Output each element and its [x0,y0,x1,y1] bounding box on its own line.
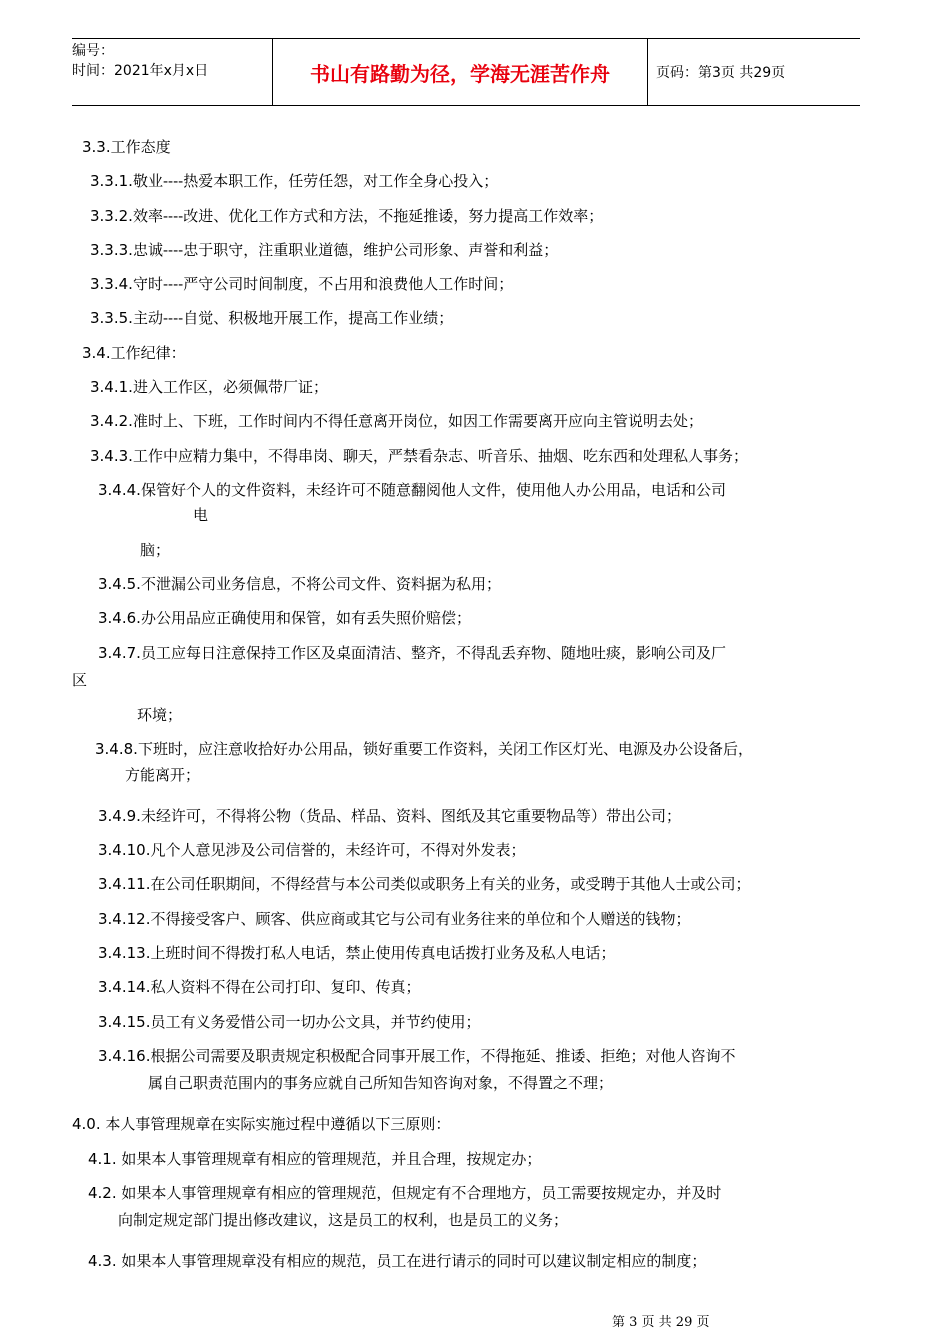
clause-number: 3.4.9. [98,807,141,825]
page-header [72,38,860,106]
clause-text: 环境； [137,706,183,724]
clause-text: 如果本人事管理规章有相应的管理规范，但规定有不合理地方，员工需要按规定办，并及时 [116,1184,722,1202]
body-line [90,206,603,226]
body-line [82,137,171,157]
clause-number: 3.3. [82,138,111,156]
body-line [140,540,170,560]
clause-number: 3.4.15. [98,1013,151,1031]
body-line [88,1251,706,1271]
clause-number: 3.4.14. [98,978,151,996]
body-line [98,943,616,963]
header-motto: 书山有路勤为径，学海无涯苦作舟 [272,39,648,105]
page-footer: 第 3 页 共 29 页 [612,1315,710,1330]
clause-text: 办公用品应正确使用和保管，如有丢失照价赔偿； [140,609,471,627]
clause-number: 3.4.2. [90,412,133,430]
clause-text: 私人资料不得在公司打印、复印、传真； [150,978,421,996]
clause-text: 电 [193,506,209,524]
clause-number: 3.4.16. [98,1047,151,1065]
clause-text: 保管好个人的文件资料，未经许可不随意翻阅他人文件，使用他人办公用品，电话和公司 [140,481,726,499]
clause-number: 3.4.3. [90,447,133,465]
clause-text: 在公司任职期间，不得经营与本公司类似或职务上有关的业务，或受聘于其他人士或公司； [150,875,751,893]
body-line [88,1183,721,1203]
clause-number: 3.4.7. [98,644,141,662]
clause-text: 员工应每日注意保持工作区及桌面清洁、整齐，不得乱丢弃物、随地吐痰，影响公司及厂 [140,644,726,662]
clause-number: 3.4.11. [98,875,151,893]
clause-number: 3.4.10. [98,841,151,859]
body-line [148,1073,613,1093]
clause-text: 工作中应精力集中，不得串岗、聊天，严禁看杂志、听音乐、抽烟、吃东西和处理私人事务； [132,447,748,465]
clause-number: 3.3.4. [90,275,133,293]
clause-text: 如果本人事管理规章有相应的管理规范，并且合理，按规定办； [116,1150,542,1168]
clause-text: 进入工作区，必须佩带厂证； [132,378,328,396]
clause-text: 根据公司需要及职责规定积极配合同事开展工作，不得拖延、推诿、拒绝；对他人咨询不 [150,1047,736,1065]
body-line [88,1149,541,1169]
clause-number: 3.3.5. [90,309,133,327]
clause-number: 4.1. [88,1150,117,1168]
body-line [98,480,726,500]
serial-label: 编号： [72,43,114,59]
body-line [95,739,753,759]
body-line [193,505,208,525]
body-line [98,874,751,894]
clause-text: 如果本人事管理规章没有相应的规范，员工在进行请示的同时可以建议制定相应的制度； [116,1252,707,1270]
clause-number: 3.4.1. [90,378,133,396]
clause-text: 忠诚----忠于职守，注重职业道德，维护公司形象、声誉和利益； [132,241,559,259]
body-line [72,1114,450,1134]
body-line [98,840,526,860]
body-line [90,274,513,294]
clause-text: 上班时间不得拨打私人电话，禁止使用传真电话拨打业务及私人电话； [150,944,616,962]
body-line [90,411,703,431]
clause-text: 向制定规定部门提出修改建议，这是员工的权利，也是员工的义务； [118,1211,569,1229]
header-meta [72,39,272,105]
clause-number: 3.3.2. [90,207,133,225]
clause-number: 3.3.3. [90,241,133,259]
body-line [125,765,200,785]
body-line [98,909,691,929]
clause-number: 4.3. [88,1252,117,1270]
body-line [137,705,182,725]
time-label: 时间：2021年x月x日 [72,63,209,79]
body-line [90,446,748,466]
clause-text: 区 [72,671,88,689]
body-line [90,240,558,260]
clause-number: 3.4.6. [98,609,141,627]
clause-text: 敬业----热爱本职工作，任劳任怨，对工作全身心投入； [132,172,499,190]
body-line [90,308,453,328]
clause-text: 本人事管理规章在实际实施过程中遵循以下三原则： [100,1115,451,1133]
body-line [72,670,87,690]
clause-number: 3.3.1. [90,172,133,190]
clause-text: 下班时，应注意收拾好办公用品，锁好重要工作资料，关闭工作区灯光、电源及办公设备后， [137,740,753,758]
clause-number: 3.4.8. [95,740,138,758]
clause-text: 不得接受客户、顾客、供应商或其它与公司有业务往来的单位和个人赠送的钱物； [150,910,691,928]
clause-text: 凡个人意见涉及公司信誉的，未经许可，不得对外发表； [150,841,526,859]
body-line [98,1012,481,1032]
body-line [118,1210,568,1230]
clause-text: 未经许可，不得将公物（货品、样品、资料、图纸及其它重要物品等）带出公司； [140,807,681,825]
clause-text: 脑； [140,541,171,559]
body-line [90,377,328,397]
body-line [82,343,186,363]
clause-text: 工作态度 [110,138,171,156]
clause-text: 属自己职责范围内的事务应就自己所知告知咨询对象，不得置之不理； [148,1074,614,1092]
body-line [98,1046,736,1066]
clause-number: 3.4.4. [98,481,141,499]
body-line [98,806,681,826]
clause-text: 方能离开； [125,766,201,784]
clause-text: 准时上、下班，工作时间内不得任意离开岗位，如因工作需要离开应向主管说明去处； [132,412,703,430]
body-line [98,977,421,997]
clause-text: 工作纪律： [110,344,186,362]
clause-number: 3.4.5. [98,575,141,593]
clause-number: 3.4.12. [98,910,151,928]
clause-text: 效率----改进、优化工作方式和方法，不拖延推诿，努力提高工作效率； [132,207,604,225]
clause-number: 4.2. [88,1184,117,1202]
clause-number: 3.4. [82,344,111,362]
clause-number: 3.4.13. [98,944,151,962]
clause-text: 不泄漏公司业务信息，不将公司文件、资料据为私用； [140,575,501,593]
clause-text: 员工有义务爱惜公司一切办公文具，并节约使用； [150,1013,481,1031]
body-line [98,643,726,663]
body-line [90,171,498,191]
body-line [98,608,471,628]
body-line [98,574,501,594]
clause-number: 4.0. [72,1115,101,1133]
header-page-info: 页码：第3页 共29页 [656,65,786,81]
clause-text: 主动----自觉、积极地开展工作，提高工作业绩； [132,309,454,327]
clause-text: 守时----严守公司时间制度，不占用和浪费他人工作时间； [132,275,514,293]
